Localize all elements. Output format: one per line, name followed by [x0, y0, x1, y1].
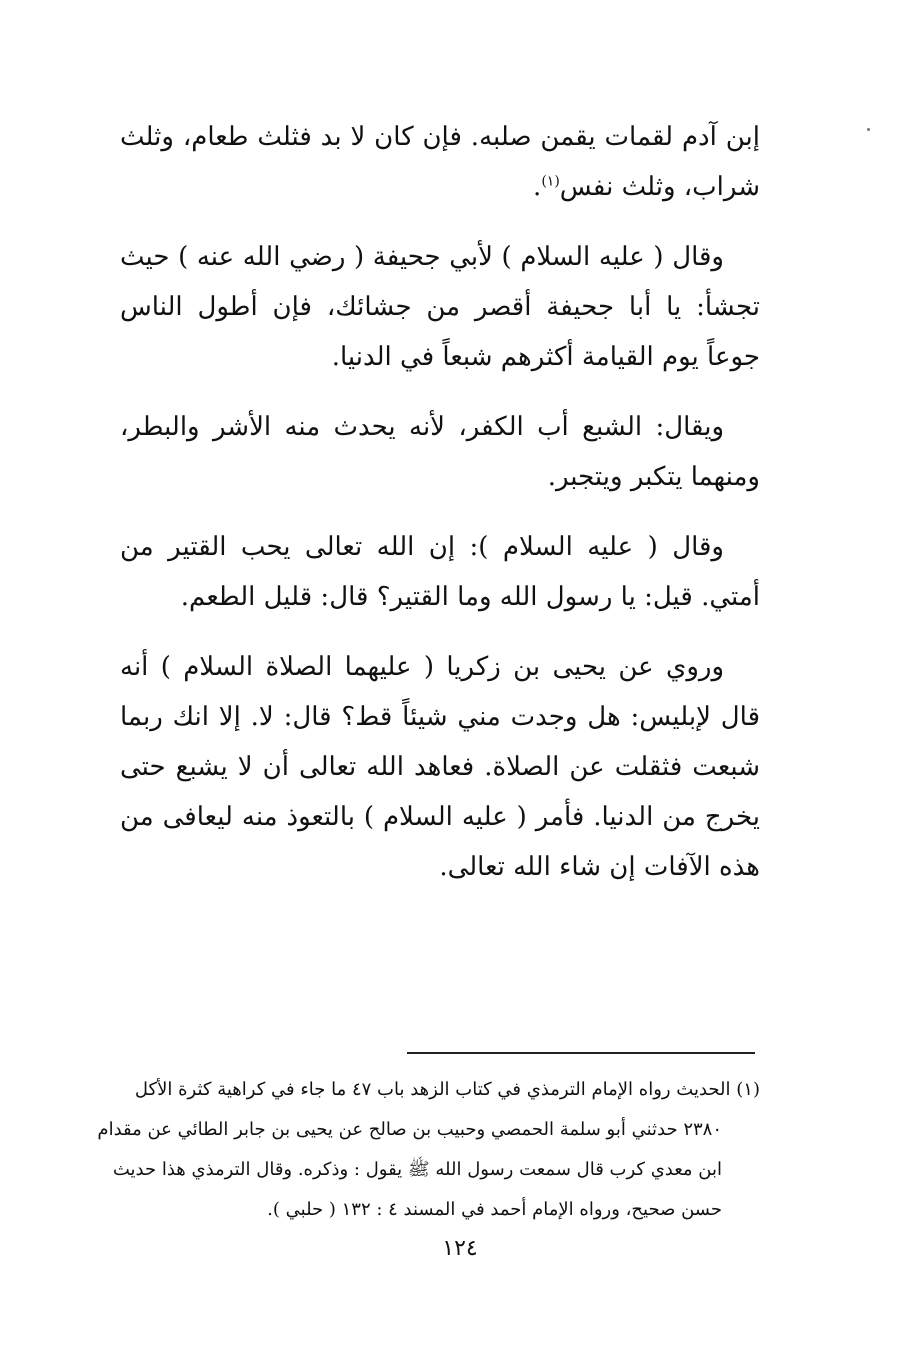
page-number: ١٢٤ [442, 1236, 478, 1261]
paragraph-4: وقال ( عليه السلام ): إن الله تعالى يحب القتير من أمتي. قيل: يا رسول الله وما القتير؟ قال: قليل الطعم. [120, 532, 760, 612]
footnote [97, 1070, 760, 1230]
paragraph-5: وروي عن يحيى بن زكريا ( عليهما الصلاة السلام ) أنه قال لإبليس: هل وجدت مني شيئاً قط؟ قال: لا. إلا انك ربما شبعت فثقلت عن الصلاة. فعاهد الله تعالى أن لا يشبع حتى يخرج من الدنيا. فأمر ( عليه السلام ) بالتعوذ منه ليعافى من هذه الآفات إن شاء الله تعالى. [120, 652, 760, 882]
footnote-line-4: حسن صحيح، ورواه الإمام أحمد في المسند ٤ : ١٣٢ ( حلبي ). [267, 1199, 722, 1220]
footnote-line-1: (١) الحديث رواه الإمام الترمذي في كتاب الزهد باب ٤٧ ما جاء في كراهية كثرة الأكل [134, 1079, 760, 1100]
paragraph-1-text: إبن آدم لقمات يقمن صلبه. فإن كان لا بد فثلث طعام، وثلث شراب، وثلث نفس [120, 122, 760, 202]
footnote-line-3: ابن معدي كرب قال سمعت رسول الله ﷺ يقول : وذكره. وقال الترمذي هذا حديث [112, 1159, 722, 1180]
footnote-reference[interactable]: (١) [541, 173, 560, 190]
footnote-line-2: ٢٣٨٠ حدثني أبو سلمة الحمصي وحبيب بن صالح عن يحيى بن جابر الطائي عن مقدام [97, 1119, 722, 1140]
paragraph-1 [120, 112, 760, 212]
paragraph-1-end: . [533, 172, 542, 202]
scan-speck [867, 128, 870, 131]
paragraph-2: وقال ( عليه السلام ) لأبي جحيفة ( رضي الله عنه ) حيث تجشأ: يا أبا جحيفة أقصر من جشائك، فإن أطول الناس جوعاً يوم القيامة أكثرهم شبعاً في الدنيا. [120, 242, 760, 372]
paragraph-3: ويقال: الشبع أب الكفر، لأنه يحدث منه الأشر والبطر، ومنهما يتكبر ويتجبر. [120, 412, 760, 492]
footnote-divider [407, 1052, 755, 1054]
main-text [120, 112, 760, 892]
